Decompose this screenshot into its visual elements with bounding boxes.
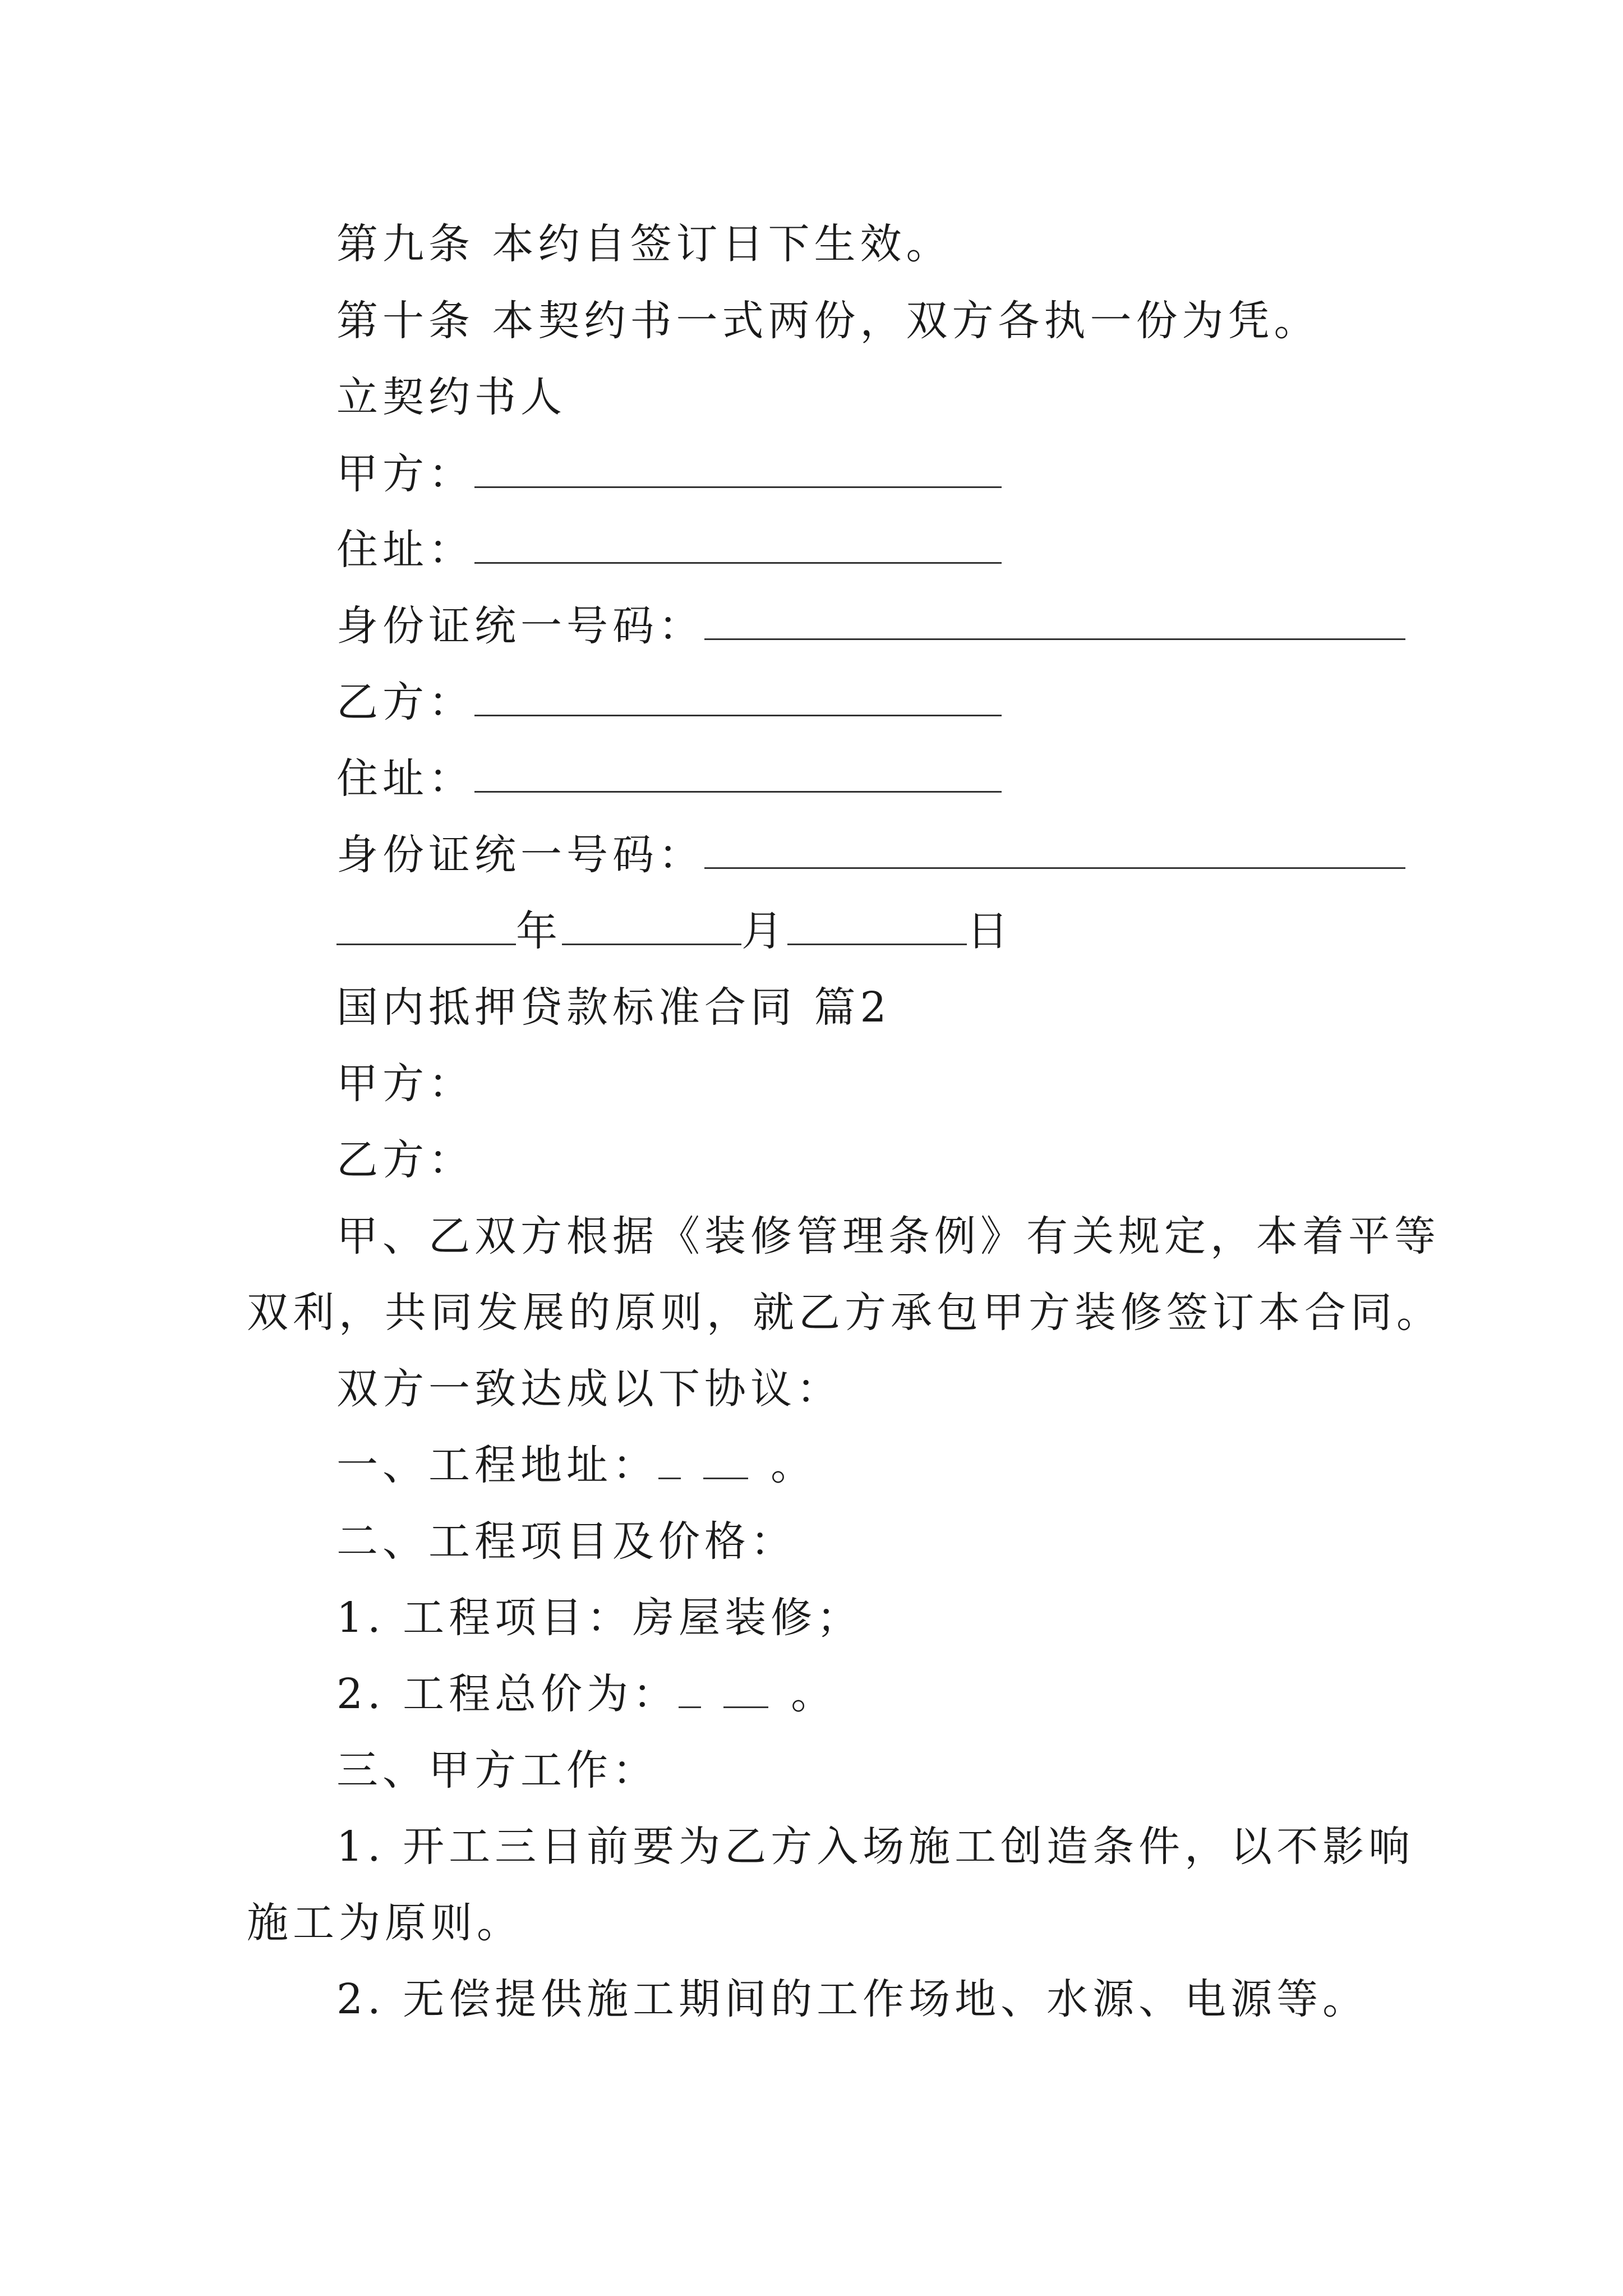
party-a-id-blank <box>704 599 1405 640</box>
party-a-address-blank <box>474 523 1002 564</box>
day-blank <box>787 904 967 945</box>
price-blank-b <box>723 1667 768 1708</box>
party-a-address-field: 住址： <box>336 522 1002 578</box>
date-field: 年 月 日 <box>336 903 1013 959</box>
month-blank <box>562 904 741 945</box>
party-a-id-field: 身份证统一号码： <box>336 598 1405 654</box>
item-1-project: 1. 工程项目：房屋装修； <box>336 1594 863 1642</box>
duty-1-line-2: 施工为原则。 <box>247 1899 523 1947</box>
section-2-heading: 二、工程项目及价格： <box>336 1517 796 1566</box>
item-2-price: 2. 工程总价为： 。 <box>336 1666 837 1722</box>
party-b-address-blank <box>474 752 1002 793</box>
party-b-blank <box>474 675 1002 716</box>
party-a-blank <box>474 447 1002 488</box>
party-b-address-field: 住址： <box>336 751 1002 807</box>
contract-title: 国内抵押贷款标准合同 篇2 <box>336 983 891 1032</box>
section-3-heading: 三、甲方工作： <box>336 1746 658 1795</box>
duty-2: 2. 无偿提供施工期间的工作场地、水源、电源等。 <box>336 1975 1369 2023</box>
party-b-id-field: 身份证统一号码： <box>336 827 1405 883</box>
party-b-field: 乙方： <box>336 674 1002 730</box>
preamble-line-2: 双利，共同发展的原则，就乙方承包甲方装修签订本合同。 <box>247 1289 1442 1337</box>
address-blank-b <box>703 1438 748 1479</box>
article-10: 第十条 本契约书一式两份，双方各执一份为凭。 <box>336 297 1320 345</box>
party-a-field: 甲方： <box>336 446 1002 502</box>
preamble-line-1: 甲、乙双方根据《装修管理条例》有关规定，本着平等 <box>336 1212 1440 1260</box>
party-a-line: 甲方： <box>336 1060 474 1108</box>
party-b-id-blank <box>704 828 1405 869</box>
section-1-address: 一、工程地址： 。 <box>336 1437 817 1493</box>
duty-1-line-1: 1. 开工三日前要为乙方入场施工创造条件，以不影响 <box>336 1823 1415 1871</box>
address-blank-a <box>658 1438 681 1479</box>
price-blank-a <box>679 1667 701 1708</box>
agreement-intro: 双方一致达成以下协议： <box>336 1365 842 1413</box>
year-blank <box>336 904 516 945</box>
party-b-line: 乙方： <box>336 1136 474 1184</box>
signatories-heading: 立契约书人 <box>336 373 566 421</box>
article-9: 第九条 本约自签订日下生效。 <box>336 220 952 268</box>
